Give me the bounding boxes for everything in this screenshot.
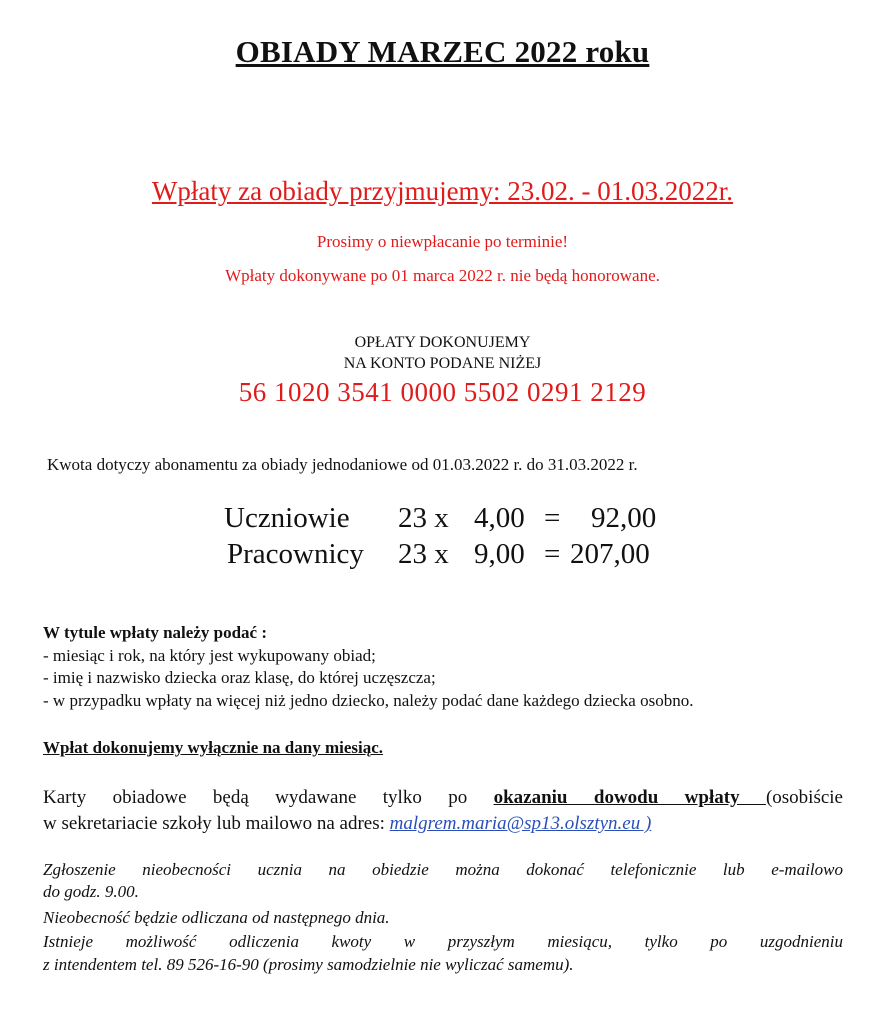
price-total: 207,00 xyxy=(570,538,650,570)
absence-line: Istnieje możliwość odliczenia kwoty w przyszłym miesiącu, tylko po uzgodnieniu xyxy=(43,932,843,951)
list-item: - imię i nazwisko dziecka oraz klasę, do której uczęszcza; xyxy=(43,668,436,687)
late-payment-notice: Wpłaty dokonywane po 01 marca 2022 r. nie będą honorowane. xyxy=(225,266,660,285)
account-intro-line-2: NA KONTO PODANE NIŻEJ xyxy=(343,355,542,372)
cards-text: Karty obiadowe będą wydawane tylko po xyxy=(43,787,494,808)
price-equals: = xyxy=(544,538,561,570)
list-item: - miesiąc i rok, na który jest wykupowany obiad; xyxy=(43,646,376,665)
cards-paragraph-line-2 xyxy=(43,813,843,835)
price-rate: 4,00 xyxy=(474,502,525,534)
absence-line: Zgłoszenie nieobecności ucznia na obiedzie można dokonać telefonicznie lub e-mailowo xyxy=(43,860,843,879)
list-item: - w przypadku wpłaty na więcej niż jedno dziecko, należy podać dane każdego dziecka osobno. xyxy=(43,691,694,710)
price-group: Uczniowie xyxy=(224,502,350,534)
cards-emphasis: okazaniu dowodu wpłaty xyxy=(493,787,766,808)
monthly-payment-note: Wpłat dokonujemy wyłącznie na dany miesiąc. xyxy=(43,738,384,757)
account-intro-line-1: OPŁATY DOKONUJEMY xyxy=(354,334,531,351)
absence-line: z intendentem tel. 89 526-16-90 (prosimy samodzielnie nie wyliczać samemu). xyxy=(43,955,574,974)
payment-period-heading: Wpłaty za obiady przyjmujemy: 23.02. - 01.03.2022r. xyxy=(151,176,734,206)
price-row-students xyxy=(0,502,885,538)
price-group: Pracownicy xyxy=(227,538,364,570)
price-total: 92,00 xyxy=(591,502,657,534)
amount-note: Kwota dotyczy abonamentu za obiady jednodaniowe od 01.03.2022 r. do 31.03.2022 r. xyxy=(47,455,638,474)
cards-text: w sekretariacie szkoły lub mailowo na adres: xyxy=(43,813,390,834)
price-row-staff xyxy=(0,538,885,574)
cards-text: (osobiście xyxy=(765,787,843,808)
price-days: 23 x xyxy=(398,538,449,570)
email-link[interactable]: malgrem.maria@sp13.olsztyn.eu ) xyxy=(389,813,652,834)
account-number: 56 1020 3541 0000 5502 0291 2129 xyxy=(238,377,647,407)
page-title: OBIADY MARZEC 2022 roku xyxy=(235,34,650,69)
price-days: 23 x xyxy=(398,502,449,534)
absence-line: Nieobecność będzie odliczana od następnego dnia. xyxy=(43,908,390,927)
late-payment-warning: Prosimy o niewpłacanie po terminie! xyxy=(316,232,569,251)
absence-line: do godz. 9.00. xyxy=(43,882,139,901)
payment-title-header: W tytule wpłaty należy podać : xyxy=(43,623,267,642)
cards-paragraph-line-1 xyxy=(43,787,843,809)
price-rate: 9,00 xyxy=(474,538,525,570)
price-equals: = xyxy=(544,502,561,534)
